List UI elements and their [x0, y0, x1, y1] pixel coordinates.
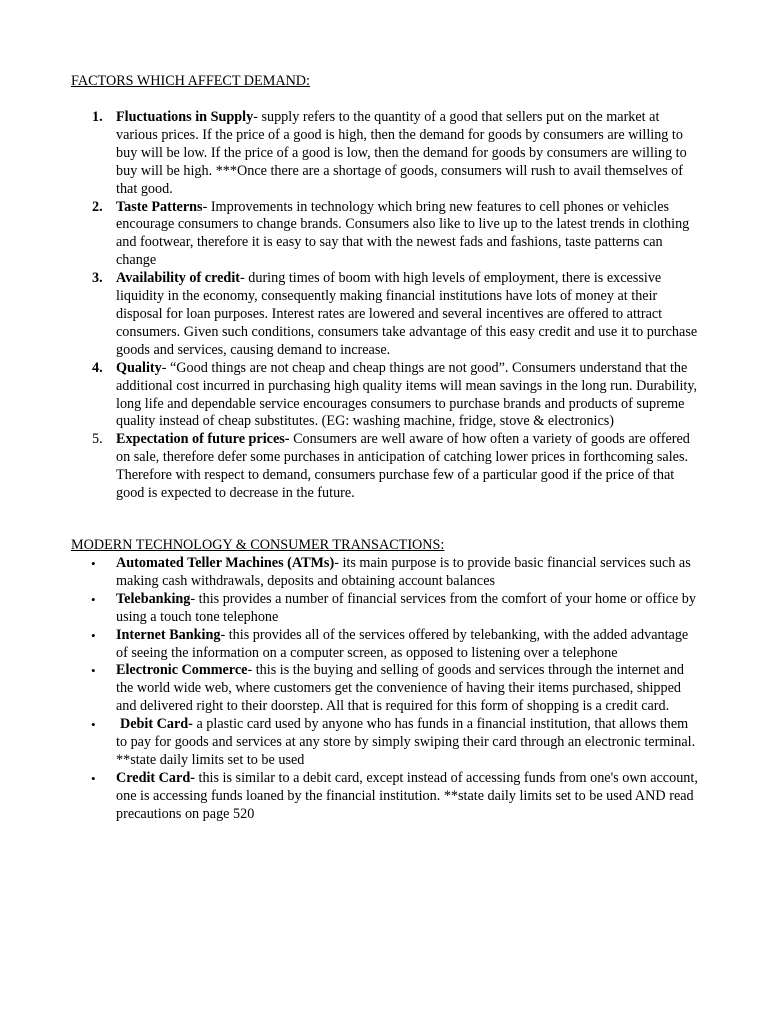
tech-text: - this provides all of the services offered by telebanking, with the added advantage of seeing the information on a computer screen, as opposed to listening over a telephone: [116, 626, 689, 661]
list-number: 5.: [92, 431, 103, 448]
factors-list: [92, 109, 702, 503]
tech-item-credit-card: [91, 769, 702, 824]
factor-item-5: [92, 431, 702, 503]
list-number: 2.: [92, 198, 103, 215]
technology-list: [91, 555, 702, 824]
factor-text: - Improvements in technology which bring new features to cell phones or vehicles encourage consumers to change brands. Consumers also like to live up to the latest trends in clothing and footwear, therefore it is easy to say that with the newest fads and fashions, taste patterns can change: [116, 198, 690, 269]
bullet-icon: •: [91, 591, 96, 607]
factor-text: Consumers are well aware of how often a variety of goods are offered on sale, therefore defer some purchases in anticipation of catching lower prices in forthcoming sales. Therefore with respect to demand, consumers purchase few of a particular good if the price of that good is expected to decrease in the future.: [116, 431, 690, 502]
list-number: 4.: [92, 359, 103, 376]
list-number: 1.: [92, 109, 103, 125]
tech-term: Telebanking: [116, 590, 191, 607]
list-number: 3.: [92, 270, 103, 287]
section-heading-technology: MODERN TECHNOLOGY & CONSUMER TRANSACTIONS:: [71, 537, 445, 553]
bullet-icon: •: [91, 663, 96, 679]
bullet-icon: •: [91, 627, 96, 643]
factor-term: Fluctuations in Supply: [116, 109, 254, 125]
tech-text: - this provides a number of financial services from the comfort of your home or office by using a touch tone telephone: [116, 590, 696, 625]
factor-text: - during times of boom with high levels of employment, there is excessive liquidity in the economy, consequently making financial institutions have lots of money at their disposal for loan purposes. Interest rates are lowered and several incentives are offered to attract consumers. Given such conditions, consumers take advantage of this easy credit and use it to purchase goods and services, causing demand to increase.: [116, 270, 698, 358]
tech-text: - this is the buying and selling of goods and services through the internet and the world wide web, where customers get the convenience of having their items purchased, shipped and delivered right to their doorstep. All that is required for this form of shopping is a credit card.: [116, 662, 685, 715]
tech-item-internet-banking: [91, 626, 702, 663]
tech-term: Debit Card-: [120, 716, 193, 733]
tech-text: - its main purpose is to provide basic financial services such as making cash withdrawals, deposits and obtaining account balances: [116, 555, 691, 589]
section-heading-factors: FACTORS WHICH AFFECT DEMAND:: [71, 73, 310, 89]
factor-item-2: [92, 198, 702, 271]
factor-term: Taste Patterns: [116, 198, 203, 215]
tech-text: a plastic card used by anyone who has funds in a financial institution, that allows them to pay for goods and services at any store by simply swiping their card through an electronic terminal. **state daily limits set to be used: [116, 716, 696, 768]
factor-term: Availability of credit: [116, 270, 240, 287]
tech-item-debit-card: [91, 716, 702, 770]
tech-item-telebanking: [91, 590, 702, 627]
tech-item-electronic-commerce: [91, 662, 702, 716]
factor-item-3: [92, 270, 702, 360]
tech-item-atm: [91, 555, 702, 591]
bullet-icon: •: [91, 556, 96, 571]
factor-term: Expectation of future prices-: [116, 431, 290, 448]
tech-term: Internet Banking: [116, 626, 221, 643]
factor-item-1: [92, 109, 702, 199]
factor-item-4: [92, 359, 702, 432]
factor-term: Quality: [116, 359, 162, 376]
tech-term: Electronic Commerce: [116, 662, 248, 679]
bullet-icon: •: [91, 770, 96, 786]
tech-text: this is similar to a debit card, except instead of accessing funds from one's own account, one is accessing funds loaned by the financial institution. **state daily limits set to be used AND read precautions on page 520: [116, 769, 698, 822]
factor-text: - “Good things are not cheap and cheap things are not good”. Consumers understand that the additional cost incurred in purchasing high quality items will mean savings in the long run. Durability, long life and dependable service encourages consumers to purchase brands and products of supreme quality instead of cheap substitutes. (EG: washing machine, fridge, stove & electronics): [116, 359, 698, 430]
tech-term: Credit Card-: [116, 769, 195, 786]
bullet-icon: •: [91, 717, 96, 733]
factor-text: - supply refers to the quantity of a good that sellers put on the market at various prices. If the price of a good is high, then the demand for goods by consumers are willing to buy will be low. If the price of a good is low, then the demand for goods by consumers are willing to buy will be high. ***Once there are a shortage of goods, consumers will rush to avail themselves of that good.: [116, 109, 687, 197]
tech-term: Automated Teller Machines (ATMs): [116, 555, 335, 571]
